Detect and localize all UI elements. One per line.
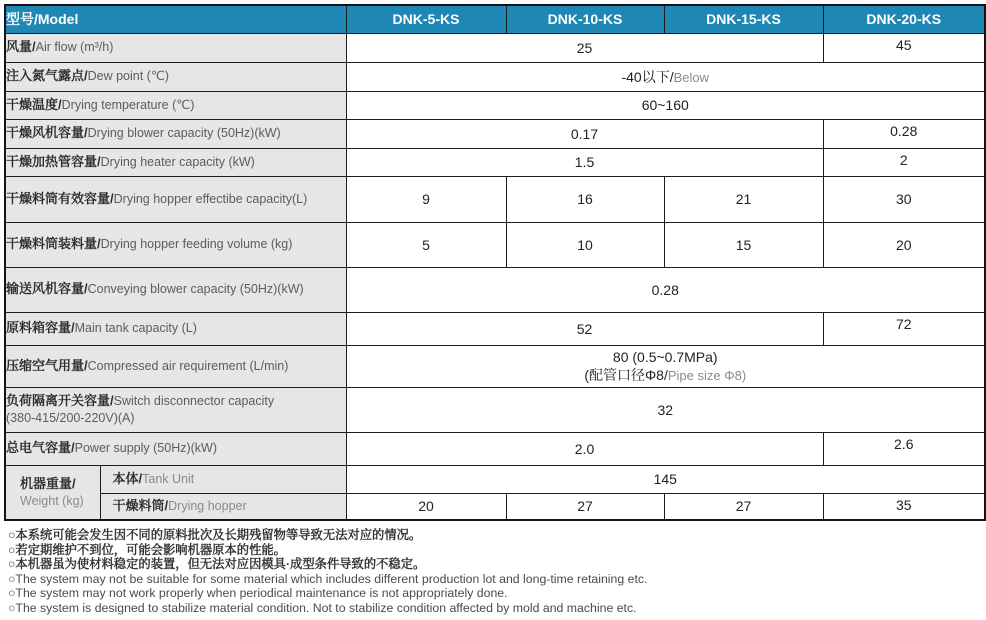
label-air-flow [5,33,346,62]
label-drying-blower-capacity [5,119,346,148]
label-zh: 干燥风机容量/ [6,125,88,141]
compressed-air-line2 [347,366,985,385]
cell-drying-temperature: 60~160 [346,91,985,119]
cell-weight-hopper-3: 27 [664,493,823,520]
footnotes [8,528,986,616]
label-drying-heater-capacity [5,148,346,176]
label-weight-hopper [100,493,346,520]
cell-hopper-feeding-3: 15 [664,222,823,267]
label-main-tank [5,312,346,345]
row-compressed-air [5,345,985,387]
column-header-dnk-10-ks: DNK-10-KS [506,5,664,33]
label-en: Drying hopper [168,498,247,513]
label-zh: 干燥料筒有效容量/ [6,190,114,206]
cell-hopper-capacity-4: 30 [823,176,985,222]
label-zh: 干燥料筒装料量/ [6,236,101,252]
pipe-size-en: Pipe size Φ8) [667,367,747,383]
cell-power-main: 2.0 [346,432,823,465]
label-zh: 压缩空气用量/ [6,357,88,373]
label-zh: 风量/ [6,39,36,55]
label-en: Air flow (m³/h) [35,40,114,55]
row-power-supply [5,432,985,465]
weight-label-zh: 机器重量/ [20,475,76,491]
note-en-1: ○The system may not be suitable for some material which includes different production lot and long-time retaining etc. [8,571,648,586]
label-zh: 干燥温度/ [6,96,62,112]
label-en: Main tank capacity (L) [74,321,197,336]
row-weight-tank [5,465,985,493]
row-drying-temperature [5,91,985,119]
label-en: Drying temperature (℃) [61,97,195,112]
label-compressed-air [5,345,346,387]
cell-hopper-capacity-2: 16 [506,176,664,222]
label-zh: 干燥加热管容量/ [6,153,101,169]
row-drying-heater-capacity [5,148,985,176]
label-zh: 注入氮气露点/ [6,68,88,84]
column-header-dnk-15-ks: DNK-15-KS [664,5,823,33]
cell-heater-last: 2 [823,148,985,176]
weight-label-en: Weight (kg) [20,493,84,508]
cell-air-flow-last: 45 [823,33,985,62]
label-zh: 输送风机容量/ [6,281,88,297]
note-en-2: ○The system may not work properly when periodical maintenance is not appropriately done. [8,586,508,601]
switch-label-line1 [6,393,346,410]
note-zh-3: ○本机器虽为使材料稳定的装置，但无法对应因模具·成型条件导致的不稳定。 [8,557,426,572]
switch-label-line2: (380-415/200-220V)(A) [6,410,135,425]
row-hopper-capacity [5,176,985,222]
value-zh: -40以下/ [621,68,674,85]
column-header-dnk-20-ks: DNK-20-KS [823,5,985,33]
label-hopper-feeding [5,222,346,267]
label-dew-point [5,62,346,91]
cell-weight-tank: 145 [346,465,985,493]
cell-main-tank-last: 72 [823,312,985,345]
cell-hopper-capacity-3: 21 [664,176,823,222]
cell-hopper-capacity-1: 9 [346,176,506,222]
label-switch-disconnector [5,387,346,432]
label-conveying-blower [5,267,346,312]
column-header-dnk-5-ks: DNK-5-KS [346,5,506,33]
row-conveying-blower [5,267,985,312]
row-weight-hopper [5,493,985,520]
cell-main-tank-main: 52 [346,312,823,345]
cell-switch-disconnector: 32 [346,387,985,432]
label-zh: 负荷隔离开关容量/ [6,392,114,408]
label-en: Conveying blower capacity (50Hz)(kW) [87,282,304,297]
row-drying-blower-capacity [5,119,985,148]
row-switch-disconnector [5,387,985,432]
note-zh-2: ○若定期维护不到位，可能会影响机器原本的性能。 [8,542,286,557]
cell-air-flow-main: 25 [346,33,823,62]
note-zh-1: ○本系统可能会发生因不同的原料批次及长期残留物等导致无法对应的情况。 [8,528,422,542]
label-en: Drying hopper effectibe capacity(L) [113,191,308,206]
label-en: Compressed air requirement (L/min) [87,358,289,373]
row-hopper-feeding [5,222,985,267]
cell-compressed-air [346,345,985,387]
cell-weight-hopper-2: 27 [506,493,664,520]
label-power-supply [5,432,346,465]
label-en: Power supply (50Hz)(kW) [74,441,218,456]
cell-heater-main: 1.5 [346,148,823,176]
value-en: Below [673,69,710,85]
label-en: Drying heater capacity (kW) [100,154,255,169]
label-en: Dew point (℃) [87,69,170,84]
cell-blower-last: 0.28 [823,119,985,148]
header-row [5,5,985,33]
compressed-air-line1: 80 (0.5~0.7MPa) [612,348,718,365]
label-en: Switch disconnector capacity [113,393,275,408]
label-drying-temperature [5,91,346,119]
label-hopper-capacity [5,176,346,222]
cell-dew-point [346,62,985,91]
row-air-flow [5,33,985,62]
label-en: Drying blower capacity (50Hz)(kW) [87,126,281,141]
pipe-size-zh: (配管口径Φ8/ [584,366,668,383]
cell-power-last: 2.6 [823,432,985,465]
label-zh: 本体/ [112,470,143,486]
label-weight [5,465,100,520]
model-header-cell: 型号/Model [5,5,346,33]
cell-conveying-blower: 0.28 [346,267,985,312]
label-en: Tank Unit [142,471,195,486]
cell-hopper-feeding-2: 10 [506,222,664,267]
row-main-tank [5,312,985,345]
cell-weight-hopper-4: 35 [823,493,985,520]
cell-blower-main: 0.17 [346,119,823,148]
label-zh: 原料箱容量/ [6,320,75,336]
cell-weight-hopper-1: 20 [346,493,506,520]
label-weight-tank [100,465,346,493]
cell-hopper-feeding-1: 5 [346,222,506,267]
cell-hopper-feeding-4: 20 [823,222,985,267]
label-en: Drying hopper feeding volume (kg) [100,237,293,252]
label-zh: 干燥料筒/ [112,497,169,513]
spec-table [4,4,986,521]
note-en-3: ○The system is designed to stabilize material condition. Not to stabilize condition affected by mold and machine etc. [8,600,637,615]
row-dew-point [5,62,985,91]
label-zh: 总电气容量/ [6,440,75,456]
